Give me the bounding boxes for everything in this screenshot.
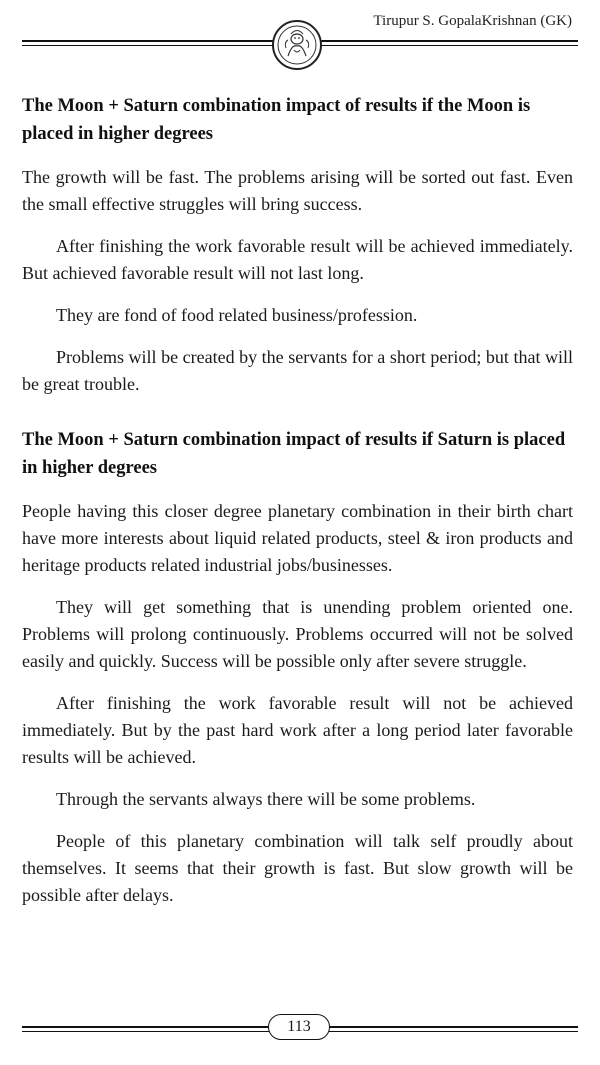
paragraph: Problems will be created by the servants for a short period; but that will be great trouble. [22, 347, 573, 394]
page-number: 113 [268, 1014, 330, 1040]
deity-emblem-icon [272, 20, 322, 70]
section-saturn-higher [22, 426, 573, 909]
paragraph: The growth will be fast. The problems arising will be sorted out fast. Even the small effective struggles will bring success. [22, 167, 573, 214]
page-footer [0, 1010, 600, 1050]
paragraph: After finishing the work favorable result will be achieved immediately. But achieved favorable result will not last long. [22, 236, 573, 283]
section-moon-higher [22, 92, 573, 398]
paragraph: People having this closer degree planetary combination in their birth chart have more interests about liquid related products, steel & iron products and heritage products related industrial jobs/businesses. [22, 501, 573, 575]
page-content [22, 92, 573, 924]
section-heading: The Moon + Saturn combination impact of results if the Moon is placed in higher degrees [22, 96, 531, 144]
paragraph: Through the servants always there will be some problems. [56, 789, 476, 809]
running-header-author: Tirupur S. GopalaKrishnan (GK) [373, 13, 572, 29]
paragraph: They are fond of food related business/profession. [56, 305, 418, 325]
paragraph: After finishing the work favorable result will not be achieved immediately. But by the past hard work after a long period later favorable results will be achieved. [22, 693, 573, 767]
section-heading: The Moon + Saturn combination impact of results if Saturn is placed in higher degrees [22, 430, 566, 478]
page-header [0, 0, 600, 72]
paragraph: People of this planetary combination will talk self proudly about themselves. It seems that their growth is fast. But slow growth will be possible after delays. [22, 831, 573, 905]
paragraph: They will get something that is unending problem oriented one. Problems will prolong continuously. Problems occurred will not be solved easily and quickly. Success will be possible only after severe struggle. [22, 597, 573, 671]
